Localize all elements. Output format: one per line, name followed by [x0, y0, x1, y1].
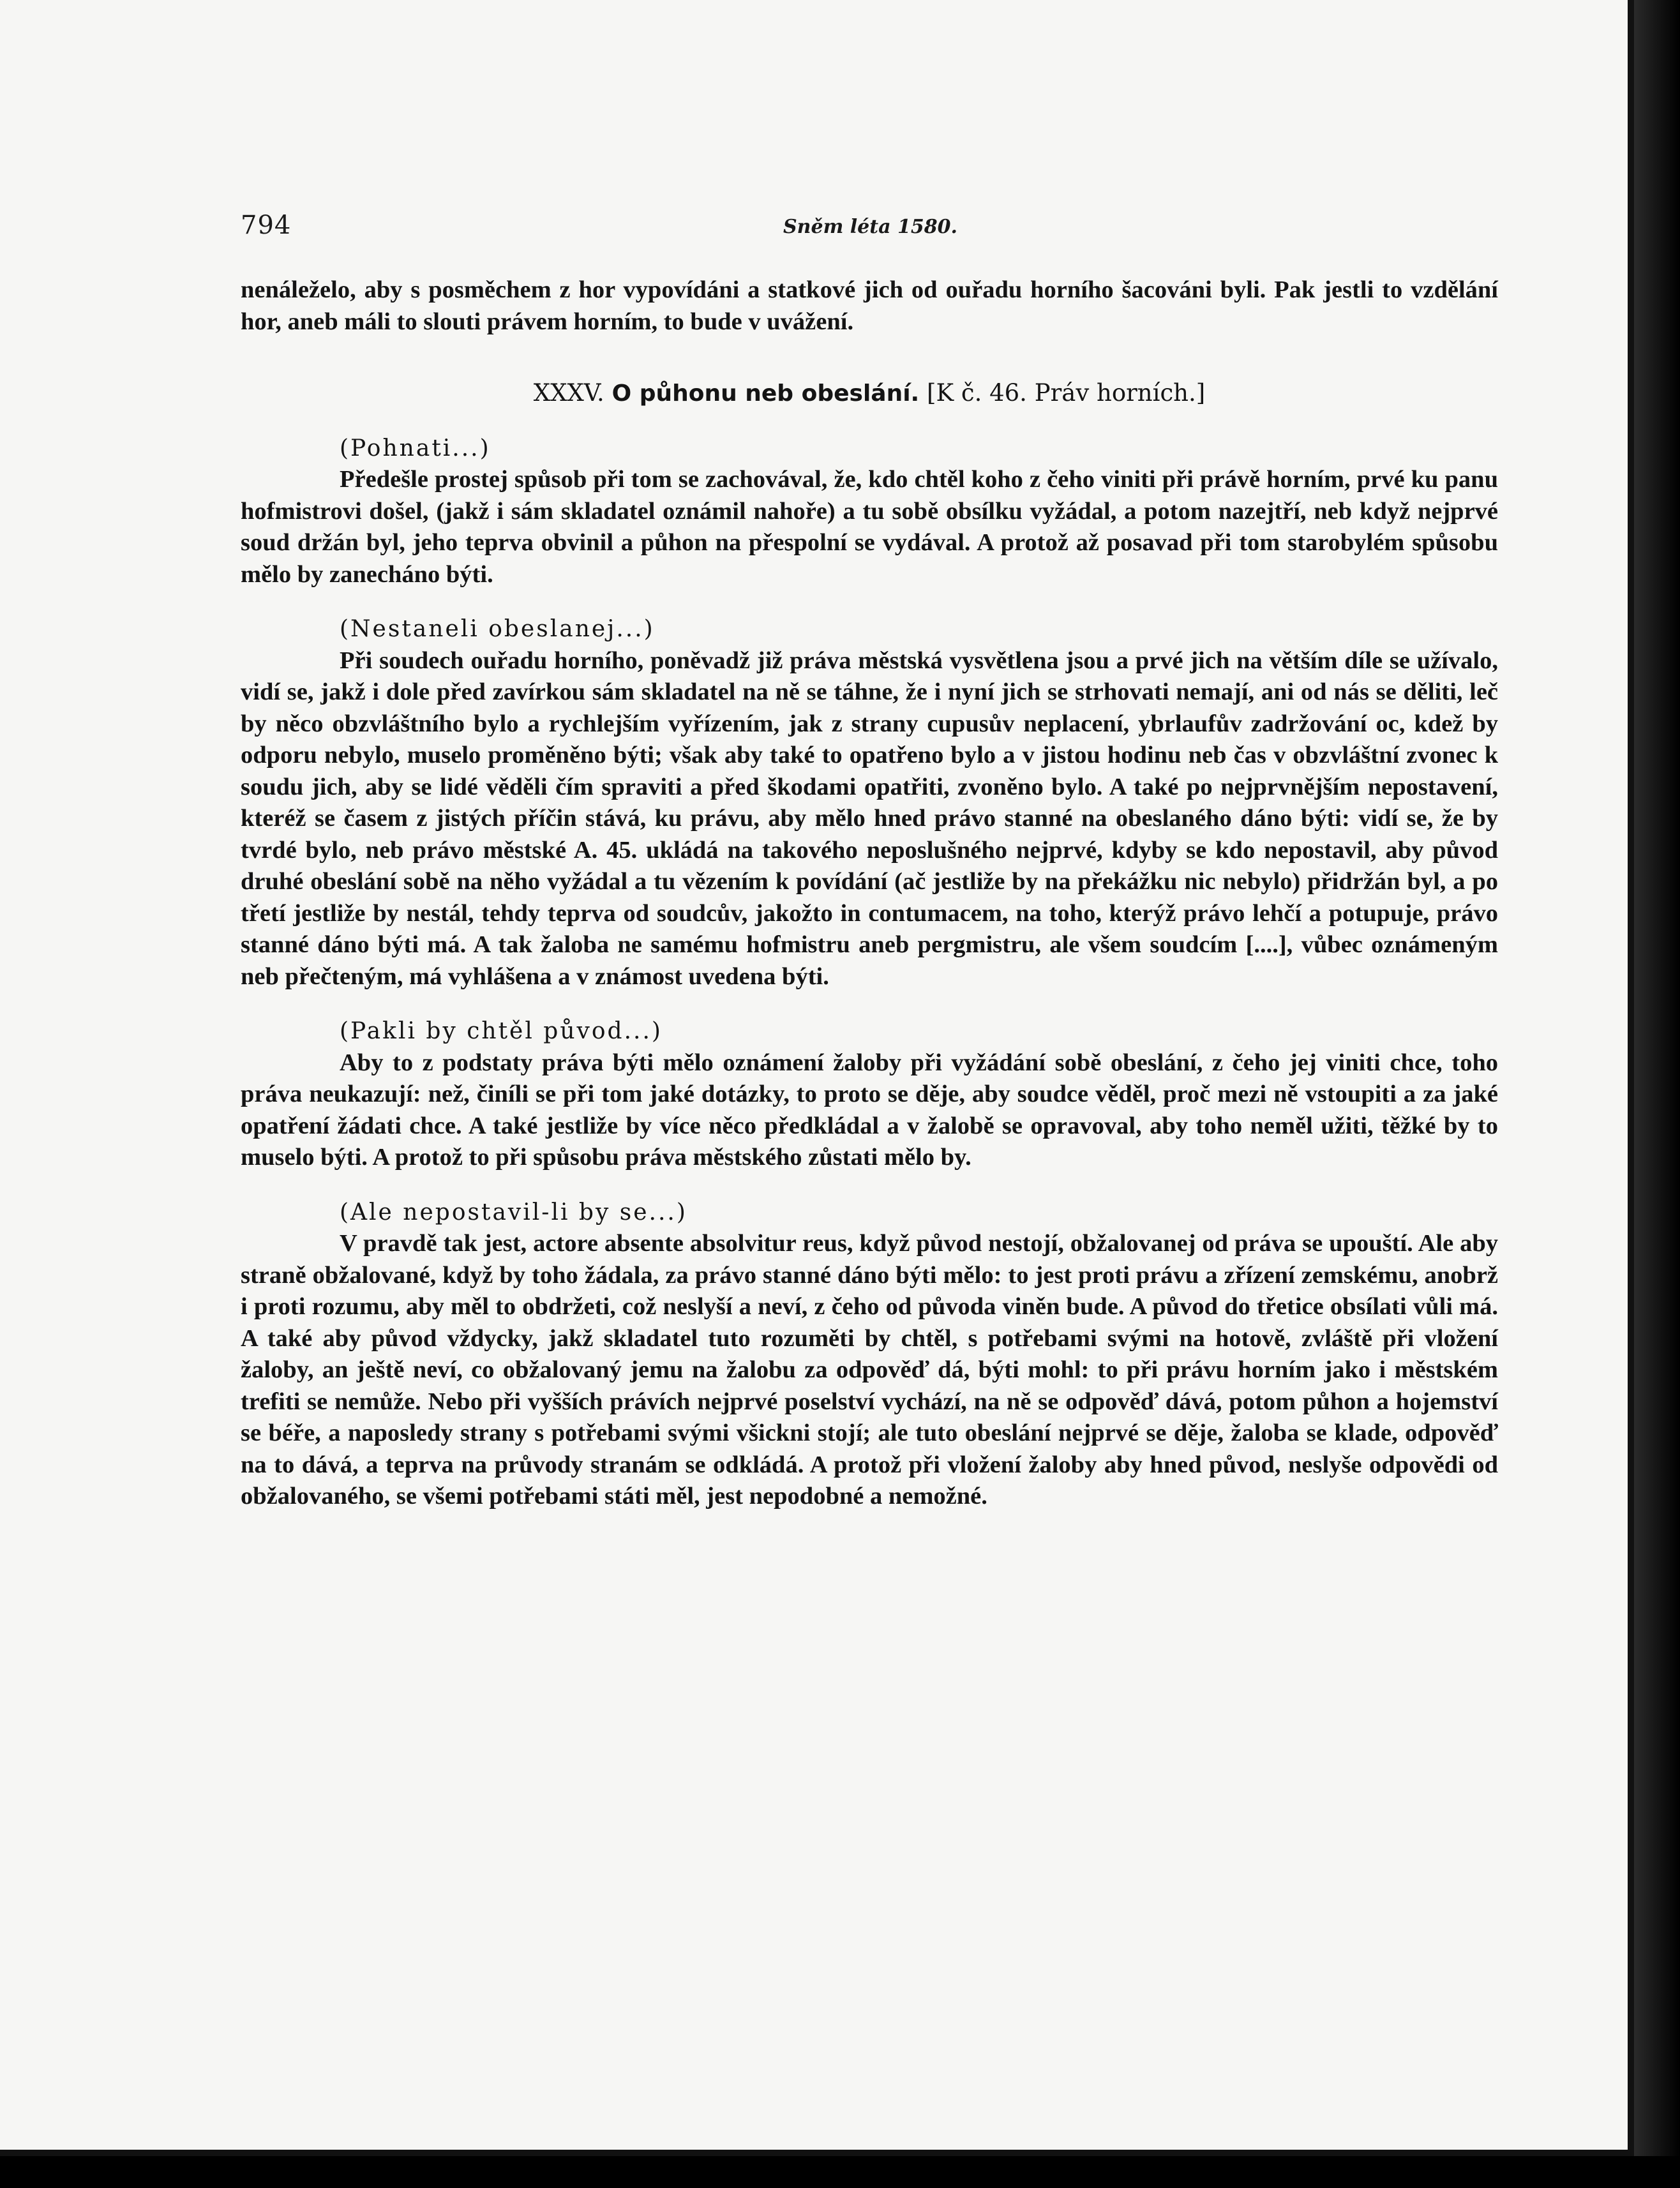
section-number: XXXV.	[533, 379, 604, 407]
subsection-paragraph: V pravdě tak jest, actore absente absolvitur reus, když původ nestojí, obžalovanej od práva se upouští. Ale aby straně obžalované, když by toho žádala, za právo stanné dáno býti mělo: to jest proti právu a zřízení zemskému, anobrž i proti rozumu, aby měl to obdržeti, což neslyší a neví, z čeho od původa viněn bude. A původ do třetice obsílati vůli má. A také aby původ vždycky, jakž skladatel tuto rozuměti by chtěl, s potřebami svými na hotově, zvláště při vložení žaloby, an ještě neví, co obžalovaný jemu na žalobu za odpověď dá, býti mohl: to při právu horním jako i městském trefiti se nemůže. Nebo při vyšších právích nejprvé poselství vychází, na ně se odpověď dává, potom půhon a hojemství se béře, a naposledy strany s potřebami svými všickni stojí; ale tuto obeslání nejprvé se děje, žaloba se klade, odpověď na to dává, a teprva na průvody stranám se odkládá. A protož při vložení žaloby aby hned původ, neslyše odpovědi od obžalovaného, se všemi potřebami státi měl, jest nepodobné a nemožné.	[241, 1230, 1498, 1510]
scan-right-edge	[1634, 0, 1680, 2188]
intro-paragraph: nenáleželo, aby s posměchem z hor vypovídáni a statkové jich od ouřadu horního šacováni byli. Pak jestli to vzdělání hor, aneb máli to slouti právem horním, to bude v uvážení.	[241, 276, 1498, 335]
subsection-heading: (Ale nepostavil-li by se...)	[340, 1199, 687, 1225]
subsection-heading: (Nestaneli obeslanej...)	[340, 616, 655, 642]
page-header	[241, 211, 1498, 243]
page-number: 794	[241, 211, 292, 240]
section-title: O půhonu neb obeslání.	[611, 380, 920, 407]
subsection-heading: (Pakli by chtěl původ...)	[340, 1018, 663, 1044]
scan-bottom-edge	[0, 2156, 1680, 2188]
section-reference: [K č. 46. Práv horních.]	[927, 379, 1206, 407]
subsection-heading: (Pohnati...)	[340, 435, 491, 461]
subsection-paragraph: Aby to z podstaty práva býti mělo oznámení žaloby při vyžádání sobě obeslání, z čeho jej viniti chce, toho práva neukazují: než, činíli se při tom jaké dotázky, to proto se děje, aby soudce věděl, proč mezi ně vstoupiti a za jaké opatření žádati chce. A také jestliže by více něco předkládal a v žalobě se opravoval, aby toho neměl užiti, těžké by to muselo býti. A protož to při spůsobu práva městského zůstati mělo by.	[241, 1049, 1498, 1171]
subsection-paragraph: Při soudech ouřadu horního, poněvadž již práva městská vysvětlena jsou a prvé jich na větším díle se užívalo, vidí se, jakž i dole před zavírkou sám skladatel na ně se táhne, že i nyní jich se strhovati nemají, ani od nás se děliti, leč by něco obzvláštního bylo a rychlejším vyřízením, jak z strany cupusův neplacení, ybrlaufův zadržování oc, kdež by odporu nebylo, muselo proměněno býti; však aby také to opatřeno bylo a v jistou hodinu neb čas v obzvláštní zvonec k soudu jich, aby se lidé věděli čím spraviti a před škodami opatřiti, zvoněno bylo. A také po nejprvnějším nepostavení, kteréž se časem z jistých příčin stává, ku právu, aby mělo hned právo stanné na obeslaného dáno býti: vidí se, že by tvrdé bylo, neb právo městské A. 45. ukládá na takového neposlušného nejprvé, kdyby se kdo nepostavil, aby původ druhé obeslání sobě na něho vyžádal a tu vězením k povídání (ač jestliže by na překážku nic nebylo) přidržán byl, a po třetí jestliže by nestál, tehdy teprva od soudcův, jakožto in contumacem, na toho, kterýž právo lehčí a potupuje, právo stanné dáno býti má. A tak žaloba ne samému hofmistru aneb pergmistru, ale všem soudcím [....], vůbec oznámeným neb přečteným, má vyhlášena a v známost uvedena býti.	[241, 647, 1498, 990]
subsection-paragraph: Předešle prostej spůsob při tom se zachovával, že, kdo chtěl koho z čeho viniti při právě horním, prvé ku panu hofmistrovi došel, (jakž i sám skladatel oznámil nahoře) a tu sobě obsílku vyžádal, a potom nazejtří, neb když nejprvé soud držán byl, jeho teprva obvinil a půhon na přespolní se vydával. A protož až posavad při tom starobylém spůsobu mělo by zanecháno býti.	[241, 466, 1498, 588]
running-title: Sněm léta 1580.	[783, 216, 957, 238]
section-heading	[241, 377, 1498, 410]
page-body	[241, 274, 1498, 1513]
